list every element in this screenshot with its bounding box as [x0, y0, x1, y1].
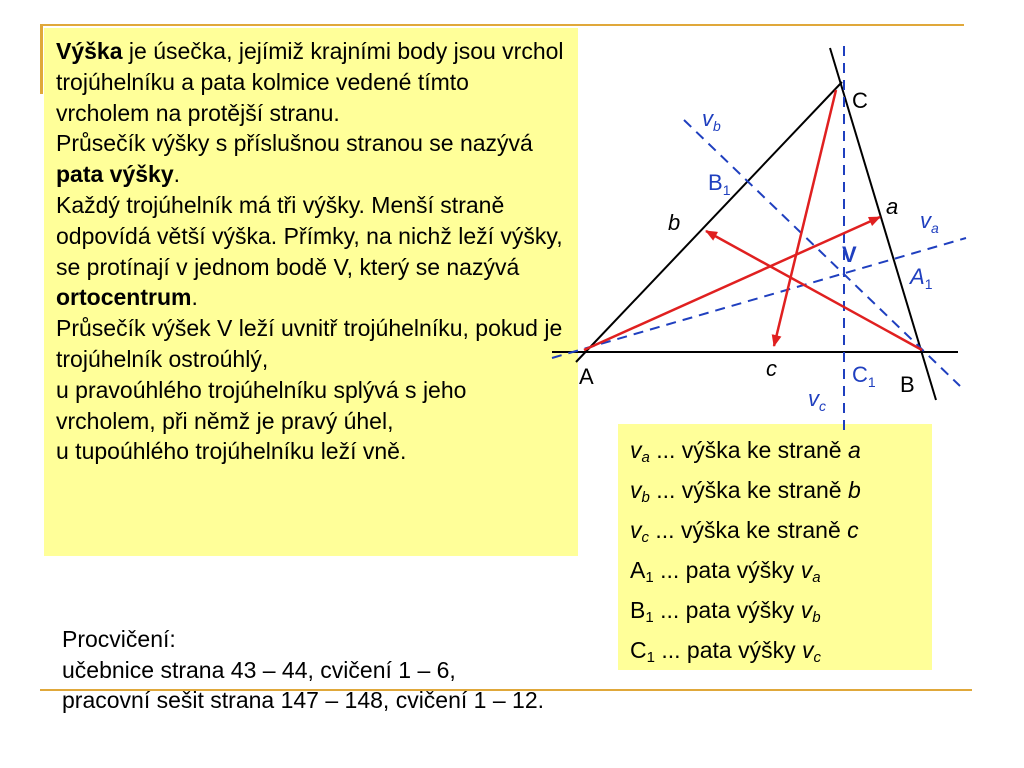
- orthocenter-label: V: [842, 242, 857, 267]
- vertex-b-label: B: [900, 372, 915, 397]
- practice-workbook: pracovní sešit strana 147 – 148, cvičení 1 – 12.: [62, 687, 545, 713]
- foot-a1-label: $A_1$: [910, 264, 933, 292]
- legend-row-c1: $C_1$ ... pata výšky $v_c$: [630, 637, 821, 666]
- foot-c1-label: $C_1$: [852, 362, 876, 390]
- altitude-vc-label: $v_c$: [808, 386, 826, 414]
- legend-row-va: $v_a$ ... výška ke straně a: [630, 437, 861, 466]
- legend-row-vb: $v_b$ ... výška ke straně b: [630, 477, 861, 506]
- definition-paragraph-4: Průsečík výšek V leží uvnitř trojúhelníku, pokud je trojúhelník ostroúhlý, u pravoúhlého trojúhelníku splývá s jeho vrcholem, při němž je pravý úhel, u tupoúhlého trojúhelníku leží vně.: [56, 315, 563, 465]
- altitude-va-label: $v_a$: [920, 208, 939, 236]
- altitude-segment-vc: [774, 90, 836, 346]
- side-b-label: b: [668, 210, 681, 235]
- practice-title: Procvičení:: [62, 626, 176, 652]
- altitude-segment-va: [584, 217, 880, 350]
- practice-textbook: učebnice strana 43 – 44, cvičení 1 – 6,: [62, 656, 456, 683]
- legend-row-b1: $B_1$ ... pata výšky $v_b$: [630, 597, 821, 626]
- side-c-label: c: [766, 356, 777, 381]
- altitude-line-vb: [684, 120, 960, 386]
- foot-b1-label: $B_1$: [708, 170, 731, 198]
- legend-row-a1: $A_1$ ... pata výšky $v_a$: [630, 557, 821, 586]
- vertex-a-label: A: [579, 364, 594, 389]
- side-a-label: a: [886, 194, 899, 219]
- definition-paragraph-2: Průsečík výšky s příslušnou stranou se nazývá pata výšky.: [56, 130, 533, 188]
- vertex-c-label: C: [852, 88, 868, 113]
- legend-row-vc: $v_c$ ... výška ke straně c: [630, 517, 859, 546]
- definition-paragraph-1: Výška je úsečka, jejímiž krajními body jsou vrchol trojúhelníku a pata kolmice vedené tímto vrcholem na protější stranu.: [56, 38, 564, 126]
- altitude-vb-label: $v_b$: [702, 106, 721, 134]
- definition-paragraph-3: Každý trojúhelník má tři výšky. Menší straně odpovídá větší výška. Přímky, na nichž leží výšky, se protínají v jednom bodě V, který se nazývá ortocentrum.: [56, 191, 563, 311]
